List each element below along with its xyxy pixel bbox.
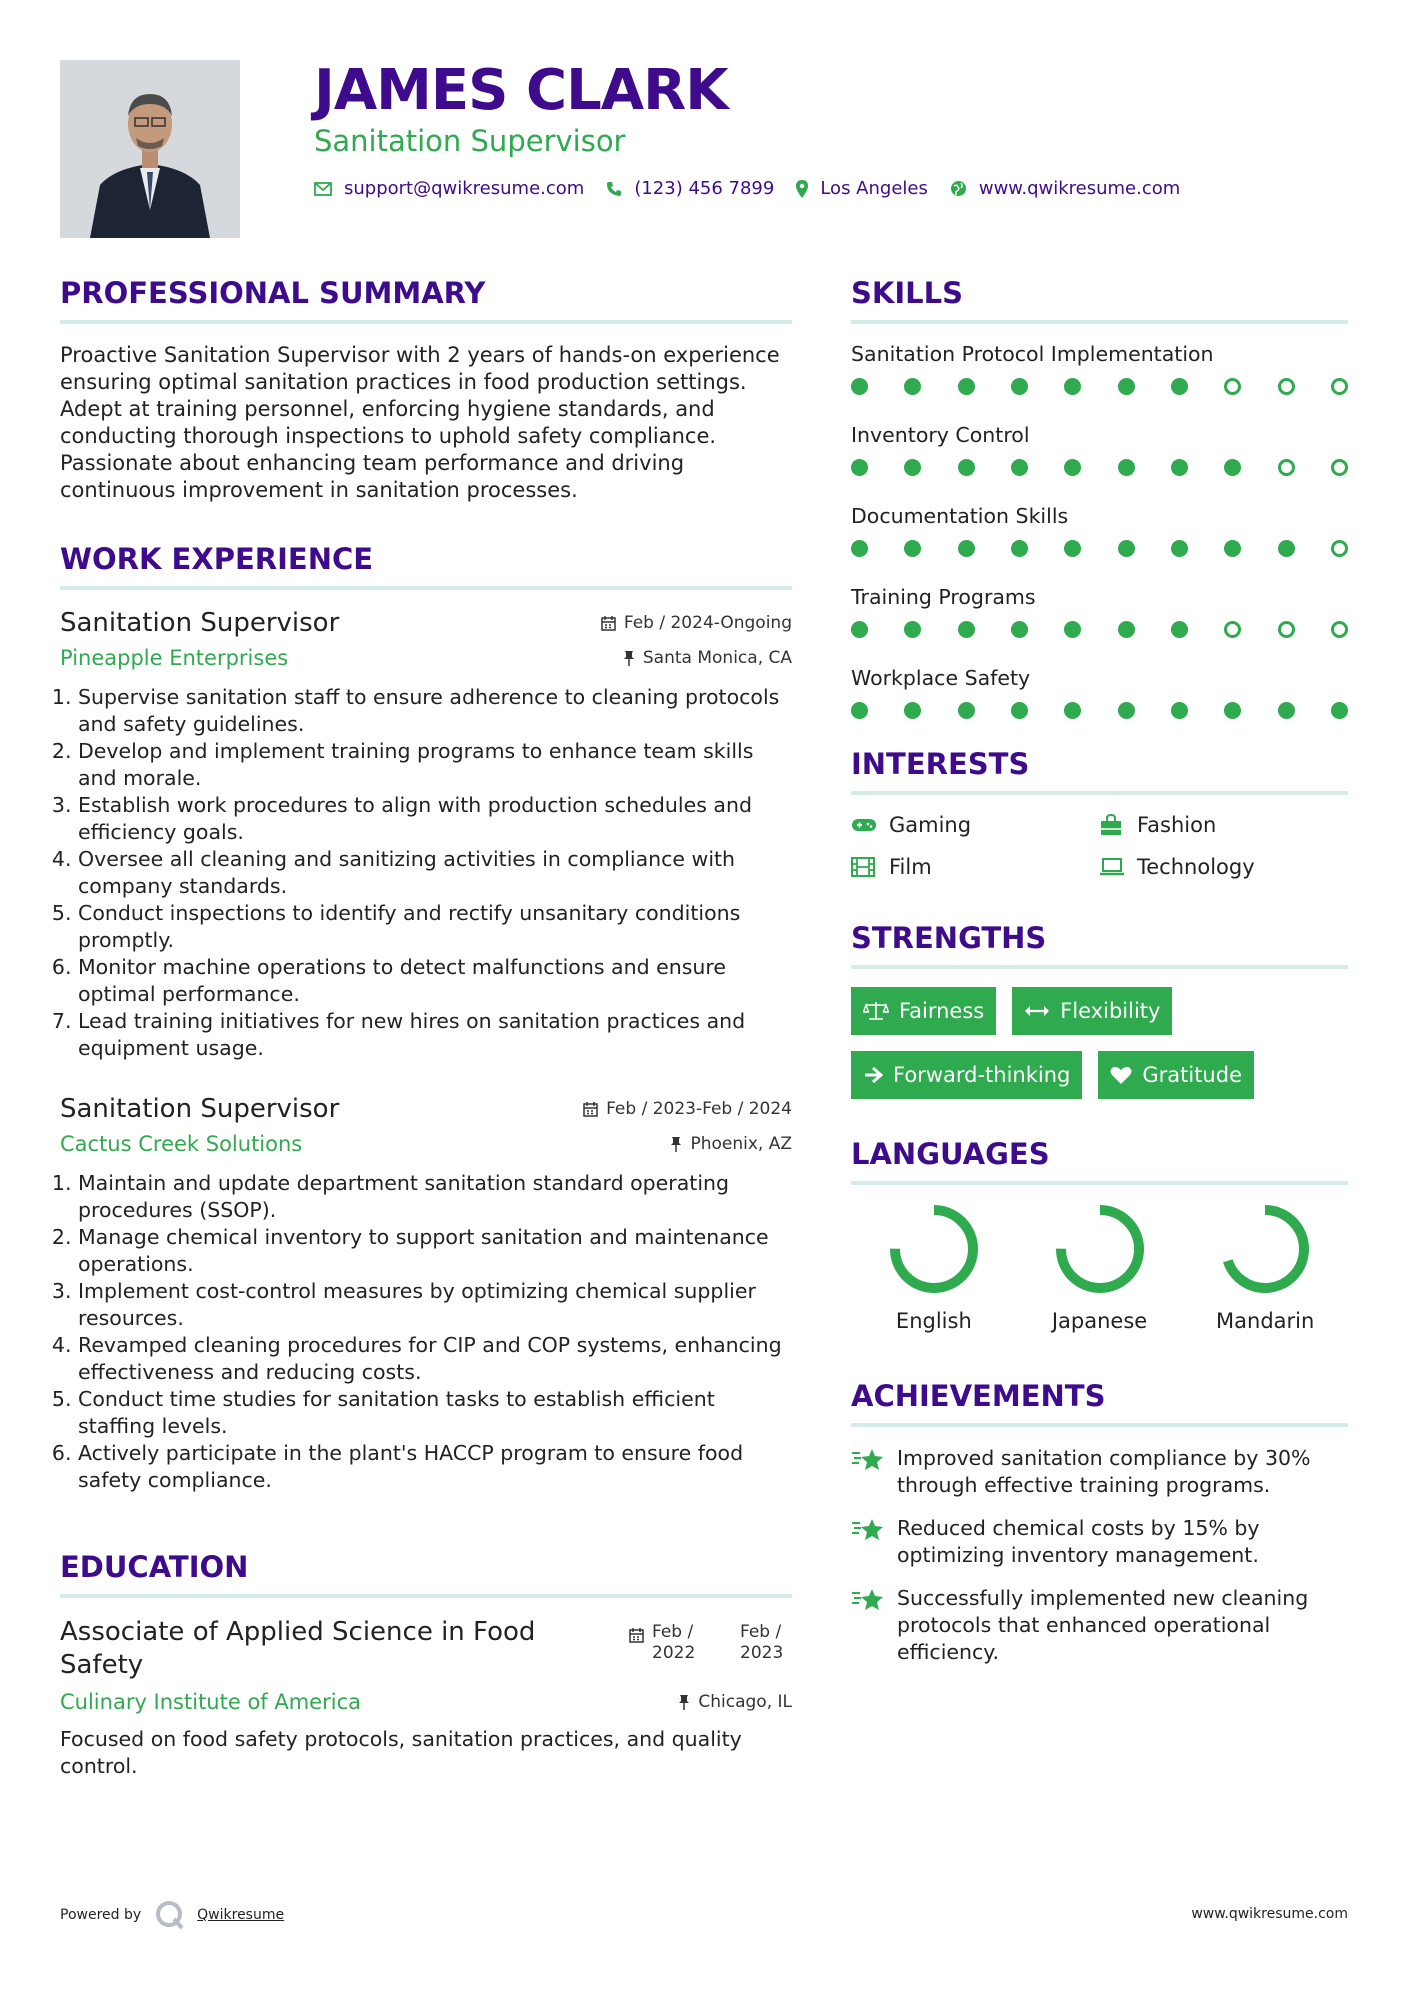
calendar-icon: [601, 615, 616, 631]
gauge-arc: [895, 1210, 973, 1288]
contact-bar: [314, 178, 1202, 199]
envelope-icon: [314, 182, 332, 196]
job-dates: Feb / 2024-Ongoing: [623, 613, 792, 633]
rating-dot-filled: [1118, 621, 1135, 638]
rating-dot-filled: [1118, 378, 1135, 395]
footer-branding: [60, 1900, 284, 1930]
candidate-name: JAMES CLARK: [314, 58, 728, 123]
job-duties: [60, 684, 792, 1062]
person-photo-icon: [60, 60, 240, 238]
rating-dot-filled: [851, 378, 868, 395]
interests-list: [851, 813, 1348, 879]
strength-tag: [851, 987, 996, 1035]
skill-rating: [851, 540, 1348, 557]
skill-item: [851, 342, 1348, 395]
rating-dot-filled: [1118, 540, 1135, 557]
summary-heading: PROFESSIONAL SUMMARY: [60, 276, 792, 324]
rating-dot-filled: [1171, 702, 1188, 719]
edu-start-month: Feb /: [652, 1622, 694, 1642]
list-item: 3. Implement cost-control measures by optimizing chemical supplier resources.: [78, 1278, 792, 1332]
calendar-icon: [629, 1627, 644, 1643]
education-description: Focused on food safety protocols, sanitation practices, and quality control.: [60, 1727, 742, 1778]
education-heading: EDUCATION: [60, 1550, 792, 1598]
website-link[interactable]: www.qwikresume.com: [978, 178, 1181, 199]
summary-text: Proactive Sanitation Supervisor with 2 years of hands-on experience ensuring optimal sanitation practices in food production settings. Adept at training personnel, enforcing hygiene standards, and conducting thorough inspections to uphold safety compliance. Passionate about enhancing team performance and driving continuous improvement in sanitation processes.: [60, 343, 780, 502]
trophy-star-icon: [851, 1587, 885, 1613]
company-name: Cactus Creek Solutions: [60, 1132, 303, 1156]
arrows-horizontal-icon: [1024, 1004, 1050, 1018]
strengths-list: [851, 987, 1271, 1099]
rating-dot-filled: [1118, 702, 1135, 719]
rating-dot-filled: [1224, 702, 1241, 719]
job-dates: Feb / 2023-Feb / 2024: [606, 1099, 792, 1119]
rating-dot-filled: [851, 621, 868, 638]
rating-dot-filled: [1011, 540, 1028, 557]
rating-dot-filled: [1064, 540, 1081, 557]
rating-dot-filled: [904, 459, 921, 476]
arrow-right-icon: [863, 1066, 883, 1084]
rating-dot-filled: [1224, 459, 1241, 476]
laptop-icon: [1099, 858, 1125, 876]
rating-dot-filled: [1171, 378, 1188, 395]
rating-dot-empty: [1278, 378, 1295, 395]
rating-dot-filled: [904, 702, 921, 719]
skills-list: [851, 342, 1348, 719]
rating-dot-empty: [1331, 459, 1348, 476]
rating-dot-filled: [1278, 702, 1295, 719]
job-entry: [60, 608, 792, 1062]
pushpin-icon: [670, 1136, 682, 1152]
trophy-star-icon: [851, 1517, 885, 1543]
experience-heading: WORK EXPERIENCE: [60, 542, 792, 590]
rating-dot-filled: [1064, 459, 1081, 476]
achievements-list: [851, 1445, 1348, 1666]
rating-dot-filled: [958, 540, 975, 557]
rating-dot-empty: [1278, 621, 1295, 638]
interest-item: [1099, 813, 1347, 837]
gauge-arc: [1061, 1210, 1139, 1288]
rating-dot-filled: [958, 621, 975, 638]
rating-dot-filled: [1064, 621, 1081, 638]
skill-item: [851, 585, 1348, 638]
job-duties: [60, 1170, 792, 1494]
achievements-heading: ACHIEVEMENTS: [851, 1379, 1348, 1427]
rating-dot-filled: [1011, 621, 1028, 638]
left-column: [60, 276, 792, 1780]
skill-name: Training Programs: [851, 585, 1036, 609]
strength-label: Fairness: [899, 999, 985, 1023]
job-location: Santa Monica, CA: [642, 648, 792, 668]
pushpin-icon: [678, 1694, 690, 1710]
interest-item: [1099, 855, 1347, 879]
rating-dot-empty: [1331, 621, 1348, 638]
list-item: 7. Lead training initiatives for new hires on sanitation practices and equipment usage.: [78, 1008, 792, 1062]
rating-dot-filled: [904, 621, 921, 638]
list-item: 5. Conduct inspections to identify and rectify unsanitary conditions promptly.: [78, 900, 792, 954]
rating-dot-filled: [904, 540, 921, 557]
skill-item: [851, 666, 1348, 719]
list-item: 1. Supervise sanitation staff to ensure adherence to cleaning protocols and safety guidelines.: [78, 684, 792, 738]
language-name: Japanese: [1051, 1309, 1148, 1333]
skill-name: Inventory Control: [851, 423, 1030, 447]
interest-label: Film: [889, 855, 932, 879]
list-item: 5. Conduct time studies for sanitation tasks to establish efficient staffing levels.: [78, 1386, 792, 1440]
rating-dot-filled: [1118, 459, 1135, 476]
location-text: Los Angeles: [820, 178, 928, 199]
rating-dot-empty: [1278, 459, 1295, 476]
interest-item: [851, 813, 1099, 837]
interest-item: [851, 855, 1099, 879]
gamepad-icon: [851, 817, 877, 833]
rating-dot-empty: [1331, 540, 1348, 557]
list-item: 6. Monitor machine operations to detect malfunctions and ensure optimal performance.: [78, 954, 792, 1008]
skill-item: [851, 423, 1348, 476]
interest-label: Technology: [1137, 855, 1255, 879]
calendar-icon: [583, 1101, 598, 1117]
list-item: 4. Oversee all cleaning and sanitizing activities in compliance with company standards.: [78, 846, 792, 900]
language-name: English: [895, 1309, 972, 1333]
skill-name: Sanitation Protocol Implementation: [851, 342, 1214, 366]
strength-label: Forward-thinking: [893, 1063, 1071, 1087]
list-item: 6. Actively participate in the plant's HACCP program to ensure food safety compliance.: [78, 1440, 792, 1494]
list-item: 3. Establish work procedures to align with production schedules and efficiency goals.: [78, 792, 792, 846]
interest-label: Gaming: [889, 813, 972, 837]
skill-name: Documentation Skills: [851, 504, 1069, 528]
language-item: [851, 1203, 1017, 1333]
rating-dot-filled: [851, 459, 868, 476]
achievement-text: Reduced chemical costs by 15% by optimizing inventory management.: [897, 1516, 1260, 1567]
skill-name: Workplace Safety: [851, 666, 1031, 690]
rating-dot-filled: [1278, 540, 1295, 557]
film-icon: [851, 857, 877, 877]
interest-label: Fashion: [1137, 813, 1217, 837]
rating-dot-filled: [1011, 459, 1028, 476]
degree-title: Associate of Applied Science in Food Safety: [60, 1617, 536, 1680]
globe-icon: [950, 180, 967, 197]
language-gauge: [1219, 1203, 1311, 1295]
school-location: Chicago, IL: [698, 1692, 792, 1712]
rating-dot-empty: [1224, 621, 1241, 638]
list-item: 1. Maintain and update department sanitation standard operating procedures (SSOP).: [78, 1170, 792, 1224]
language-item: [1017, 1203, 1183, 1333]
school-name: Culinary Institute of America: [60, 1690, 361, 1714]
strength-label: Flexibility: [1060, 999, 1161, 1023]
language-name: Mandarin: [1216, 1309, 1315, 1333]
language-gauge: [1054, 1203, 1146, 1295]
achievement-text: Successfully implemented new cleaning protocols that enhanced operational efficiency.: [897, 1586, 1309, 1664]
rating-dot-filled: [1171, 459, 1188, 476]
shopping-bag-icon: [1099, 814, 1125, 836]
edu-end-month: Feb /: [740, 1622, 782, 1642]
rating-dot-empty: [1224, 378, 1241, 395]
skills-heading: SKILLS: [851, 276, 1348, 324]
footer-website[interactable]: www.qwikresume.com: [1191, 1906, 1348, 1922]
edu-end-year: 2023: [740, 1643, 784, 1663]
qwikresume-logo-icon: [155, 1900, 185, 1930]
job-entry: [60, 1094, 792, 1494]
languages-heading: LANGUAGES: [851, 1137, 1348, 1185]
strength-tag: [1098, 1051, 1254, 1099]
company-name: Pineapple Enterprises: [60, 646, 289, 670]
strength-label: Gratitude: [1142, 1063, 1242, 1087]
job-location: Phoenix, AZ: [690, 1134, 792, 1154]
rating-dot-filled: [851, 540, 868, 557]
rating-dot-filled: [1171, 621, 1188, 638]
rating-dot-filled: [1171, 540, 1188, 557]
rating-dot-filled: [1064, 702, 1081, 719]
rating-dot-filled: [1064, 378, 1081, 395]
skill-item: [851, 504, 1348, 557]
edu-start-year: 2022: [652, 1643, 696, 1663]
achievement-item: [851, 1445, 1348, 1499]
heart-icon: [1110, 1065, 1132, 1085]
brand-link[interactable]: Qwikresume: [197, 1907, 285, 1923]
candidate-title: Sanitation Supervisor: [314, 124, 626, 158]
education-entry: [60, 1616, 792, 1780]
rating-dot-filled: [851, 702, 868, 719]
rating-dot-filled: [1224, 540, 1241, 557]
job-title: Sanitation Supervisor: [60, 1094, 340, 1124]
language-gauge: [888, 1203, 980, 1295]
rating-dot-filled: [1011, 702, 1028, 719]
gauge-arc: [1226, 1210, 1304, 1288]
list-item: 2. Develop and implement training programs to enhance team skills and morale.: [78, 738, 792, 792]
job-title: Sanitation Supervisor: [60, 608, 340, 638]
strength-tag: [851, 1051, 1082, 1099]
phone-number[interactable]: (123) 456 7899: [634, 178, 775, 199]
languages-list: [851, 1203, 1348, 1333]
powered-by-label: Powered by: [60, 1907, 142, 1923]
pushpin-icon: [623, 650, 635, 666]
rating-dot-filled: [958, 702, 975, 719]
profile-photo: [60, 60, 240, 238]
achievement-text: Improved sanitation compliance by 30% through effective training programs.: [897, 1446, 1311, 1497]
achievement-item: [851, 1585, 1348, 1666]
skill-rating: [851, 702, 1348, 719]
right-column: [851, 276, 1348, 1682]
rating-dot-filled: [904, 378, 921, 395]
rating-dot-filled: [958, 378, 975, 395]
list-item: 4. Revamped cleaning procedures for CIP and COP systems, enhancing effectiveness and reducing costs.: [78, 1332, 792, 1386]
achievement-item: [851, 1515, 1348, 1569]
balance-scale-icon: [863, 1001, 889, 1021]
map-pin-icon: [796, 180, 808, 198]
strengths-heading: STRENGTHS: [851, 921, 1348, 969]
language-item: [1182, 1203, 1348, 1333]
rating-dot-filled: [1011, 378, 1028, 395]
phone-icon: [606, 181, 622, 197]
skill-rating: [851, 378, 1348, 395]
trophy-star-icon: [851, 1447, 885, 1473]
rating-dot-empty: [1331, 378, 1348, 395]
interests-heading: INTERESTS: [851, 747, 1348, 795]
list-item: 2. Manage chemical inventory to support sanitation and maintenance operations.: [78, 1224, 792, 1278]
skill-rating: [851, 459, 1348, 476]
rating-dot-filled: [958, 459, 975, 476]
email-link[interactable]: support@qwikresume.com: [344, 178, 585, 199]
rating-dot-filled: [1331, 702, 1348, 719]
strength-tag: [1012, 987, 1172, 1035]
skill-rating: [851, 621, 1348, 638]
